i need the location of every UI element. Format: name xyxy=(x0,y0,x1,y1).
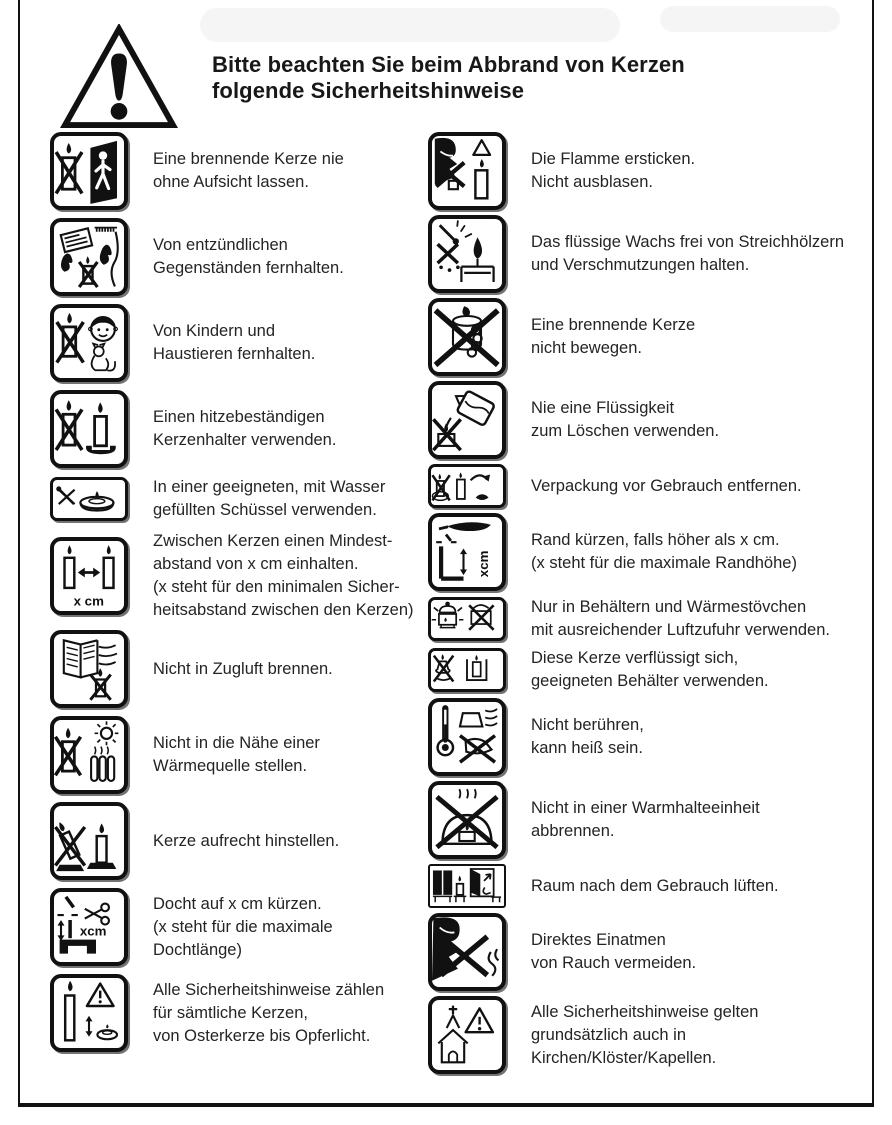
safety-item-text xyxy=(153,476,385,522)
right-column xyxy=(428,132,892,1079)
text-line: mit ausreichender Luftzufuhr verwenden. xyxy=(531,621,830,639)
text-line: Einen hitzebeständigen xyxy=(153,408,325,426)
applies-to-all-candles-icon xyxy=(50,974,128,1052)
safety-item xyxy=(428,464,892,508)
text-line: Haustieren fernhalten. xyxy=(153,345,316,363)
no-draft-icon xyxy=(50,630,128,708)
safety-item-text xyxy=(153,148,344,194)
safety-item xyxy=(428,215,892,293)
text-line: kann heiß sein. xyxy=(531,739,643,757)
header xyxy=(0,0,892,128)
heat-resistant-holder-icon xyxy=(50,390,128,468)
safety-item-text xyxy=(531,797,760,843)
text-line: Wärmequelle stellen. xyxy=(153,757,308,775)
safety-item xyxy=(50,716,428,794)
hot-do-not-touch-icon xyxy=(428,698,506,776)
safety-item-text xyxy=(531,231,844,277)
safety-item xyxy=(428,698,892,776)
keep-from-flammables-icon xyxy=(50,218,128,296)
safety-item xyxy=(428,913,892,991)
keep-from-children-pets-icon xyxy=(50,304,128,382)
text-line: von Rauch vermeiden. xyxy=(531,954,697,972)
text-line: (x steht für die maximale Randhöhe) xyxy=(531,554,797,572)
safety-item xyxy=(428,298,892,376)
left-column xyxy=(50,132,428,1079)
trim-wick-icon xyxy=(50,888,128,966)
safety-item xyxy=(50,476,428,522)
text-line: Von Kindern und xyxy=(153,322,276,340)
safety-item xyxy=(428,132,892,210)
safety-item-text xyxy=(531,148,695,194)
page-title-line1: Bitte beachten Sie beim Abbrand von Kerzen xyxy=(212,52,685,77)
safety-item-text xyxy=(153,830,339,853)
safety-item-text xyxy=(153,234,344,280)
safety-item xyxy=(50,630,428,708)
safety-item-text xyxy=(153,320,315,366)
safety-item xyxy=(50,974,428,1052)
text-line: Verpackung vor Gebrauch entfernen. xyxy=(531,476,802,495)
upright-candle-icon xyxy=(50,802,128,880)
no-smoke-inhalation-icon xyxy=(428,913,506,991)
svg-text:x cm: x cm xyxy=(73,593,104,609)
no-warming-unit-icon xyxy=(428,781,506,859)
safety-item-text xyxy=(531,875,779,898)
text-line: Dochtlänge) xyxy=(153,940,242,959)
text-line: Nicht in einer Warmhalteeinheit xyxy=(531,799,760,817)
text-line: Eine brennende Kerze xyxy=(531,316,696,334)
text-line: Nie eine Flüssigkeit xyxy=(531,399,675,417)
text-line: Nicht in die Nähe einer xyxy=(153,734,320,752)
safety-item-text xyxy=(153,893,333,962)
text-line: Rand kürzen, falls höher als x cm. xyxy=(531,531,780,549)
safety-item-text xyxy=(531,397,719,443)
svg-text:xcm: xcm xyxy=(476,550,491,578)
smother-flame-icon xyxy=(428,132,506,210)
safety-item-text xyxy=(153,732,320,778)
text-line: Von entzündlichen xyxy=(153,236,288,254)
no-liquid-extinguish-icon xyxy=(428,381,506,459)
text-line: (x steht für den minimalen Sicher- xyxy=(153,578,400,596)
safety-item-text xyxy=(153,658,333,681)
text-line: grundsätzlich auch in xyxy=(531,1025,687,1044)
trim-rim-icon xyxy=(428,513,506,591)
safety-item-text xyxy=(531,596,830,642)
safety-item xyxy=(428,381,892,459)
safety-item-text xyxy=(153,530,414,622)
safety-item-text xyxy=(531,929,696,975)
no-unattended-candle-icon xyxy=(50,132,128,210)
text-line: nicht bewegen. xyxy=(531,339,642,357)
safety-instructions xyxy=(0,128,892,1079)
text-line: Gegenständen fernhalten. xyxy=(153,259,344,277)
text-line: Nur in Behältern und Wärmestövchen xyxy=(531,598,807,616)
safety-item-text xyxy=(531,1001,758,1070)
text-line: Raum nach dem Gebrauch lüften. xyxy=(531,876,779,895)
safety-item xyxy=(50,218,428,296)
safety-item xyxy=(428,864,892,908)
safety-item-text xyxy=(531,647,769,693)
safety-item xyxy=(50,888,428,966)
text-line: heitsabstand zwischen den Kerzen) xyxy=(153,601,414,619)
safety-item xyxy=(428,596,892,642)
text-line: Kerzenhalter verwenden. xyxy=(153,431,337,449)
page-title-line2: folgende Sicherheitshinweise xyxy=(212,78,525,103)
text-line: für sämtliche Kerzen, xyxy=(153,1003,308,1022)
text-line: Diese Kerze verflüssigt sich, xyxy=(531,649,739,667)
safety-item xyxy=(428,513,892,591)
remove-packaging-icon xyxy=(428,464,506,508)
safety-item xyxy=(50,132,428,210)
text-line: (x steht für die maximale xyxy=(153,917,333,936)
safety-item xyxy=(428,647,892,693)
candle-distance-icon xyxy=(50,537,128,615)
no-moving-burning-candle-icon xyxy=(428,298,506,376)
text-line: ohne Aufsicht lassen. xyxy=(153,173,309,191)
text-line: von Osterkerze bis Opferlicht. xyxy=(153,1026,371,1045)
text-line: Kirchen/Klöster/Kapellen. xyxy=(531,1048,717,1067)
text-line: Docht auf x cm kürzen. xyxy=(153,894,322,913)
text-line: Direktes Einatmen xyxy=(531,931,666,949)
container-airflow-icon xyxy=(428,597,506,641)
safety-item xyxy=(428,781,892,859)
text-line: Das flüssige Wachs frei von Streichhölzern xyxy=(531,233,845,251)
text-line: abbrennen. xyxy=(531,822,615,840)
safety-item xyxy=(50,390,428,468)
text-line: Alle Sicherheitshinweise zählen xyxy=(153,980,385,999)
text-line: zum Löschen verwenden. xyxy=(531,422,720,440)
liquefying-candle-icon xyxy=(428,648,506,692)
safety-item-text xyxy=(531,475,802,498)
safety-item-text xyxy=(531,314,695,360)
churches-chapels-icon xyxy=(428,996,506,1074)
water-filled-bowl-icon xyxy=(50,477,128,521)
text-line: In einer geeigneten, mit Wasser xyxy=(153,478,386,496)
text-line: geeigneten Behälter verwenden. xyxy=(531,672,769,690)
keep-wax-clean-icon xyxy=(428,215,506,293)
page-title xyxy=(212,52,685,104)
safety-item-text xyxy=(153,979,384,1048)
text-line: Nicht berühren, xyxy=(531,716,644,734)
safety-item xyxy=(50,802,428,880)
safety-item xyxy=(428,996,892,1074)
svg-text:xcm: xcm xyxy=(79,923,107,939)
ventilate-room-icon xyxy=(428,864,506,908)
safety-item-text xyxy=(153,406,336,452)
text-line: Die Flamme ersticken. xyxy=(531,150,696,168)
safety-item-text xyxy=(531,714,644,760)
text-line: Nicht in Zugluft brennen. xyxy=(153,659,333,678)
safety-item xyxy=(50,530,428,622)
warning-triangle-icon xyxy=(58,24,180,130)
text-line: gefüllten Schüssel verwenden. xyxy=(153,501,377,519)
safety-item xyxy=(50,304,428,382)
text-line: abstand von x cm einhalten. xyxy=(153,555,359,573)
text-line: und Verschmutzungen halten. xyxy=(531,256,750,274)
no-heat-source-icon xyxy=(50,716,128,794)
text-line: Nicht ausblasen. xyxy=(531,173,653,191)
text-line: Zwischen Kerzen einen Mindest- xyxy=(153,532,393,550)
safety-item-text xyxy=(531,529,797,575)
text-line: Eine brennende Kerze nie xyxy=(153,150,344,168)
text-line: Alle Sicherheitshinweise gelten xyxy=(531,1002,759,1021)
text-line: Kerze aufrecht hinstellen. xyxy=(153,831,340,850)
